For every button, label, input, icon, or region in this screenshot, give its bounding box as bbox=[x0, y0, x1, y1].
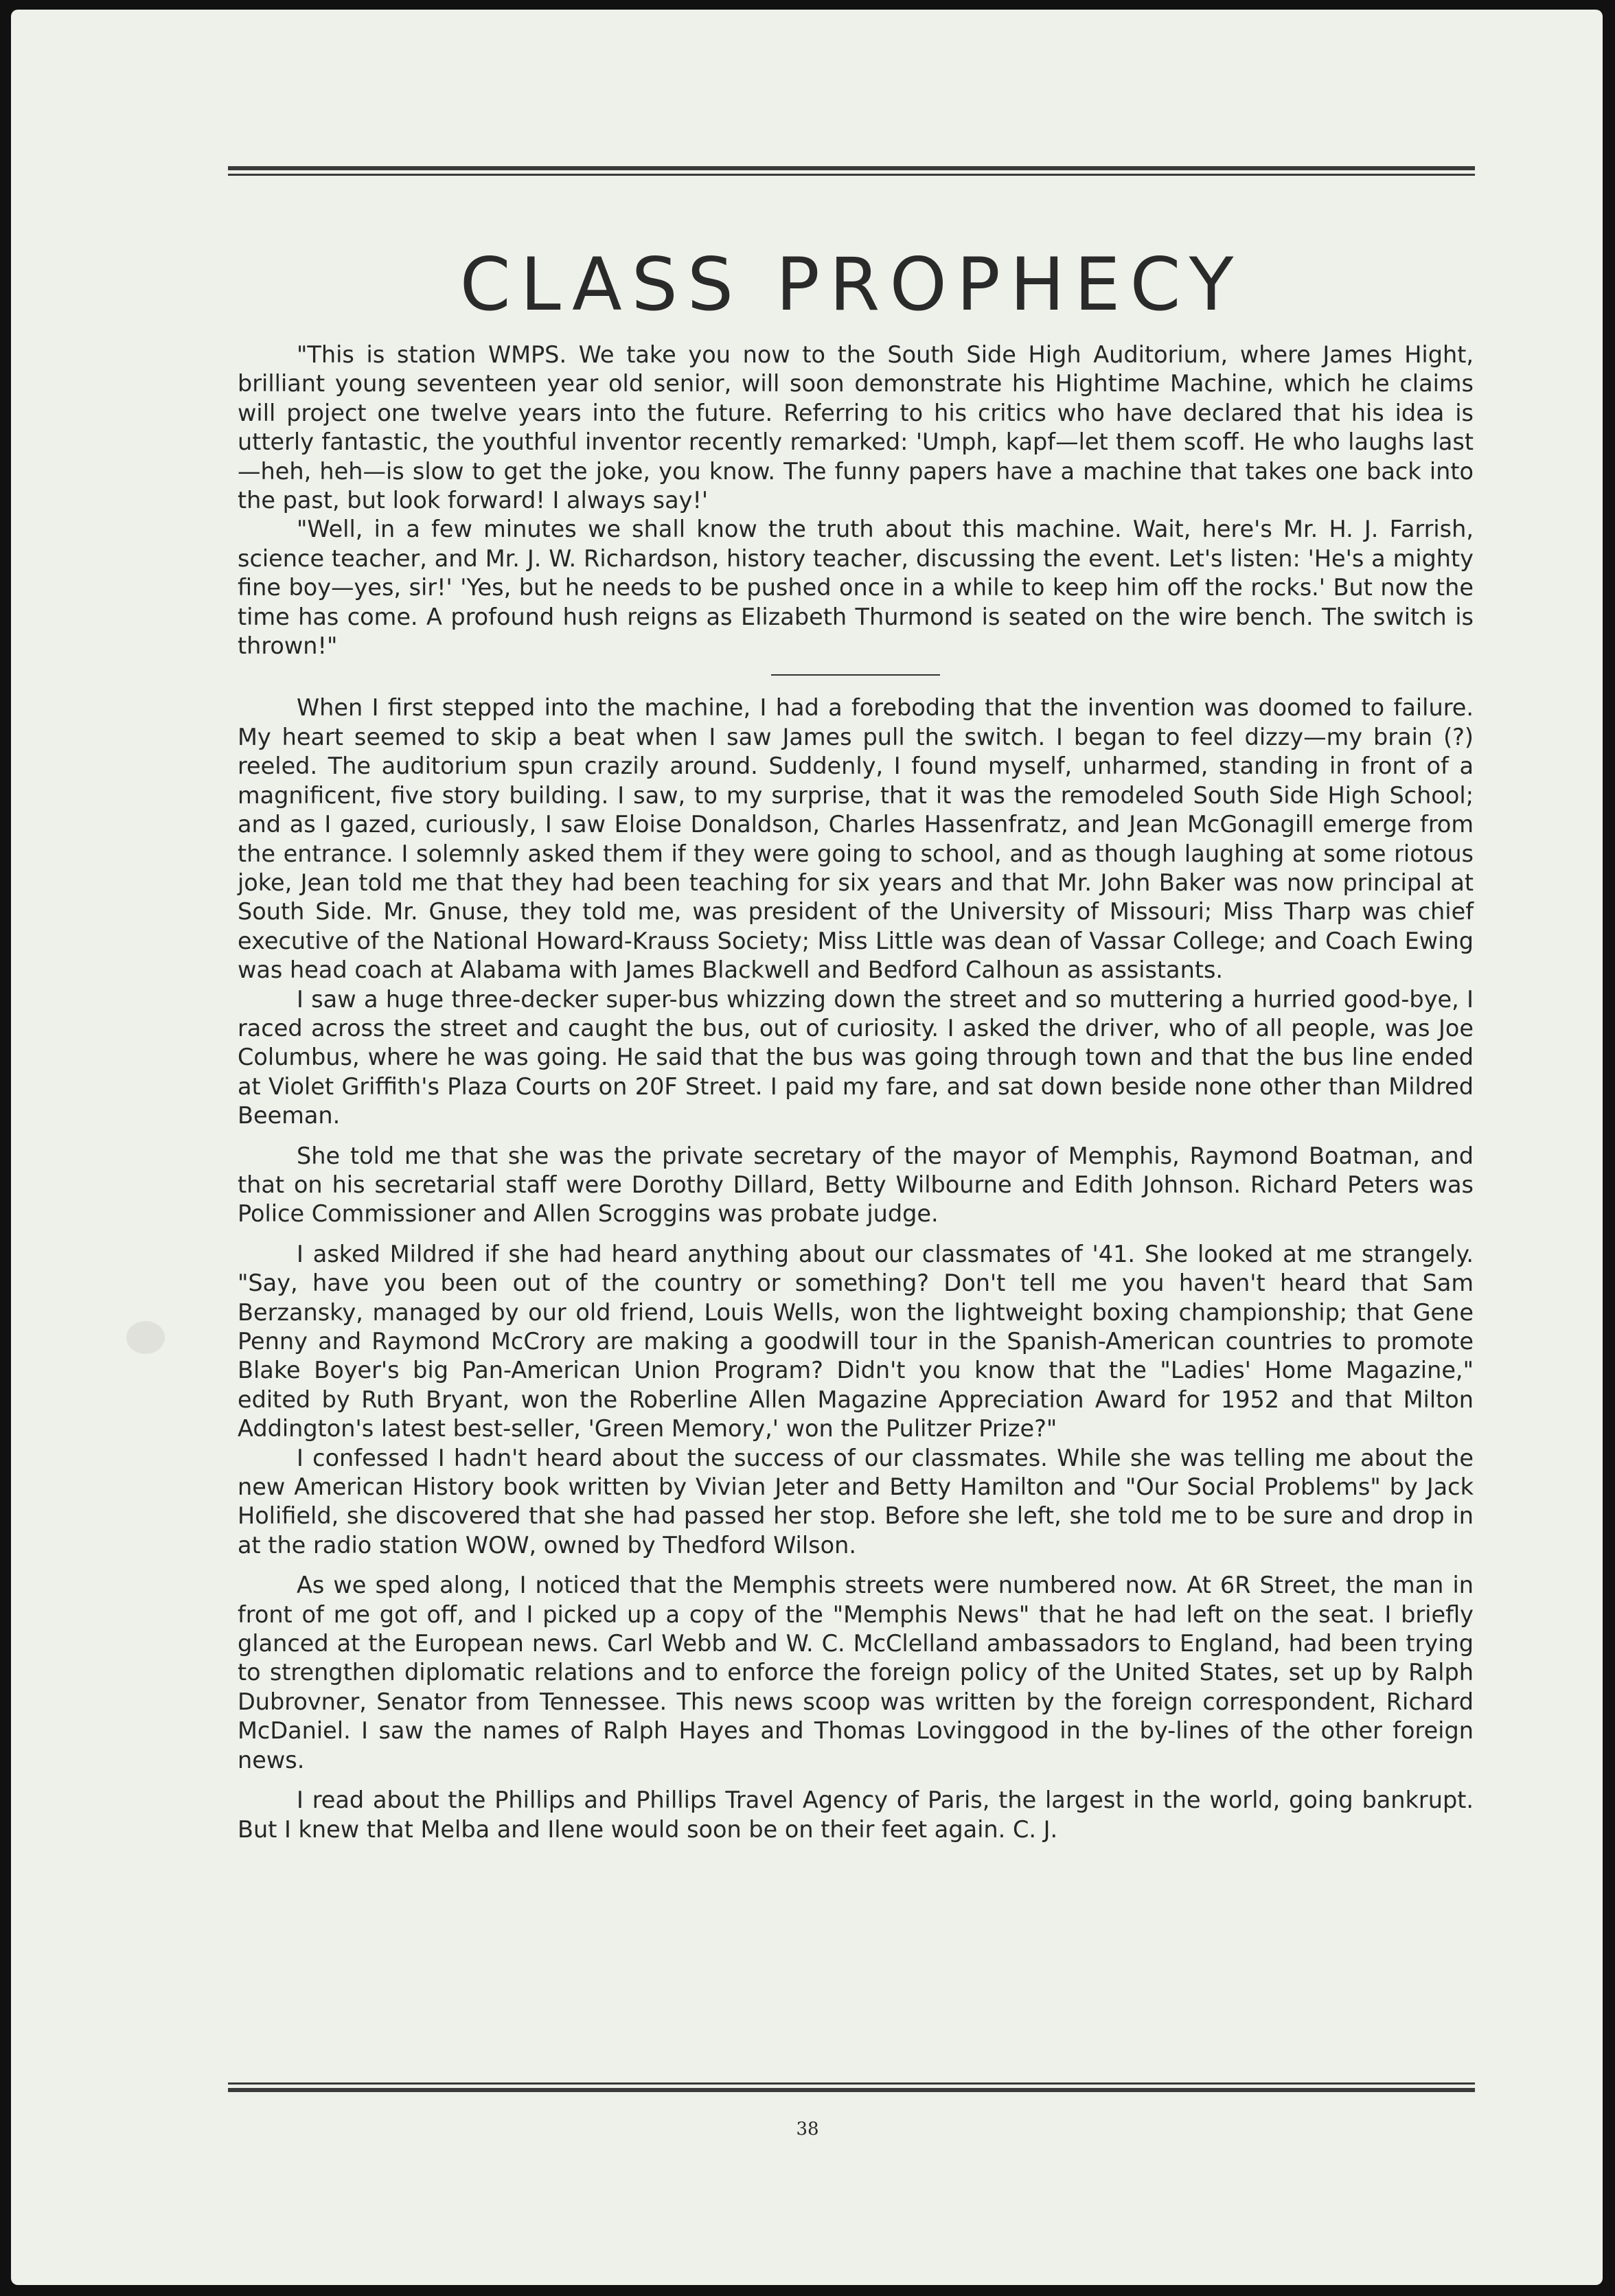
page-number: 38 bbox=[796, 2119, 819, 2139]
story-paragraph: I read about the Phillips and Phillips Travel Agency of Paris, the largest in the world, going bankrupt. But I knew that Melba and Ilene would soon be on their feet again. C. J. bbox=[238, 1787, 1474, 1843]
top-double-rule bbox=[228, 166, 1475, 176]
story-paragraph: I confessed I hadn't heard about the success of our classmates. While she was telling me about the new American History book written by Vivian Jeter and Betty Hamilton and "Our Social Problems" by Jack Holifield, she discovered that she had passed her stop. Before she left, she told me to be sure and drop in at the radio station WOW, owned by Thedford Wilson. bbox=[238, 1444, 1474, 1559]
story-paragraph: I asked Mildred if she had heard anything about our classmates of '41. She looked at me strangely. "Say, have you been out of the country or something? Don't tell me you haven't heard that Sam Berzansky, managed by our old friend, Louis Wells, won the lightweight boxing championship; that Gene Penny and Raymond McCrory are making a goodwill tour in the Spanish-American countries to promote Blake Boyer's big Pan-American Union Program? Didn't you know that the "Ladies' Home Magazine," edited by Ruth Bryant, won the Roberline Allen Magazine Appreciation Award for 1952 and that Milton Addington's latest best-seller, 'Green Memory,' won the Pulitzer Prize?" bbox=[238, 1240, 1474, 1443]
intro-paragraph: "This is station WMPS. We take you now to the South Side High Auditorium, where James Hight, brilliant young seventeen year old senior, will soon demonstrate his Hightime Machine, which he claims will project one twelve years into the future. Referring to his critics who have declared that his idea is utterly fantastic, the youthful inventor recently remarked: 'Umph, kapf—let them scoff. He who laughs last—heh, heh—is slow to get the joke, you know. The funny papers have a machine that takes one back into the past, but look forward! I always say!' bbox=[238, 341, 1474, 514]
article-body bbox=[238, 341, 1474, 1844]
story-paragraph: As we sped along, I noticed that the Memphis streets were numbered now. At 6R Street, the man in front of me got off, and I picked up a copy of the "Memphis News" that he had left on the seat. I briefly glanced at the European news. Carl Webb and W. C. McClelland ambassadors to England, had been trying to strengthen diplomatic relations and to enforce the foreign policy of the United States, set up by Ralph Dubrovner, Senator from Tennessee. This news scoop was written by the foreign correspondent, Richard McDaniel. I saw the names of Ralph Hayes and Thomas Lovinggood in the by-lines of the other foreign news. bbox=[238, 1572, 1474, 1773]
page-title: CLASS PROPHECY bbox=[459, 242, 1244, 327]
intro-paragraph: "Well, in a few minutes we shall know the truth about this machine. Wait, here's Mr. H. J. Farrish, science teacher, and Mr. J. W. Richardson, history teacher, discussing the event. Let's listen: 'He's a mighty fine boy—yes, sir!' 'Yes, but he needs to be pushed once in a while to keep him off the rocks.' But now the time has come. A profound hush reigns as Elizabeth Thurmond is seated on the wire bench. The switch is thrown!" bbox=[238, 516, 1474, 660]
story-paragraph: She told me that she was the private secretary of the mayor of Memphis, Raymond Boatman, and that on his secretarial staff were Dorothy Dillard, Betty Wilbourne and Edith Johnson. Richard Peters was Police Commissioner and Allen Scroggins was probate judge. bbox=[238, 1142, 1474, 1228]
section-divider bbox=[771, 674, 940, 676]
story-paragraph: I saw a huge three-decker super-bus whizzing down the street and so muttering a hurried good-bye, I raced across the street and caught the bus, out of curiosity. I asked the driver, who of all people, was Joe Columbus, where he was going. He said that the bus was going through town and that the bus line ended at Violet Griffith's Plaza Courts on 20F Street. I paid my fare, and sat down beside none other than Mildred Beeman. bbox=[238, 985, 1474, 1129]
bottom-double-rule bbox=[228, 2079, 1475, 2092]
story-paragraph: When I first stepped into the machine, I had a foreboding that the invention was doomed to failure. My heart seemed to skip a beat when I saw James pull the switch. I began to feel dizzy—my brain (?) reeled. The auditorium spun crazily around. Suddenly, I found myself, unharmed, standing in front of a magnificent, five story building. I saw, to my surprise, that it was the remodeled South Side High School; and as I gazed, curiously, I saw Eloise Donaldson, Charles Hassenfratz, and Jean McGonagill emerge from the entrance. I solemnly asked them if they were going to school, and as though laughing at some riotous joke, Jean told me that they had been teaching for six years and that Mr. John Baker was now principal at South Side. Mr. Gnuse, they told me, was president of the University of Missouri; Miss Tharp was chief executive of the National Howard-Krauss Society; Miss Little was dean of Vassar College; and Coach Ewing was head coach at Alabama with James Blackwell and Bedford Calhoun as assistants. bbox=[238, 694, 1474, 984]
paper-smudge bbox=[126, 1321, 165, 1354]
